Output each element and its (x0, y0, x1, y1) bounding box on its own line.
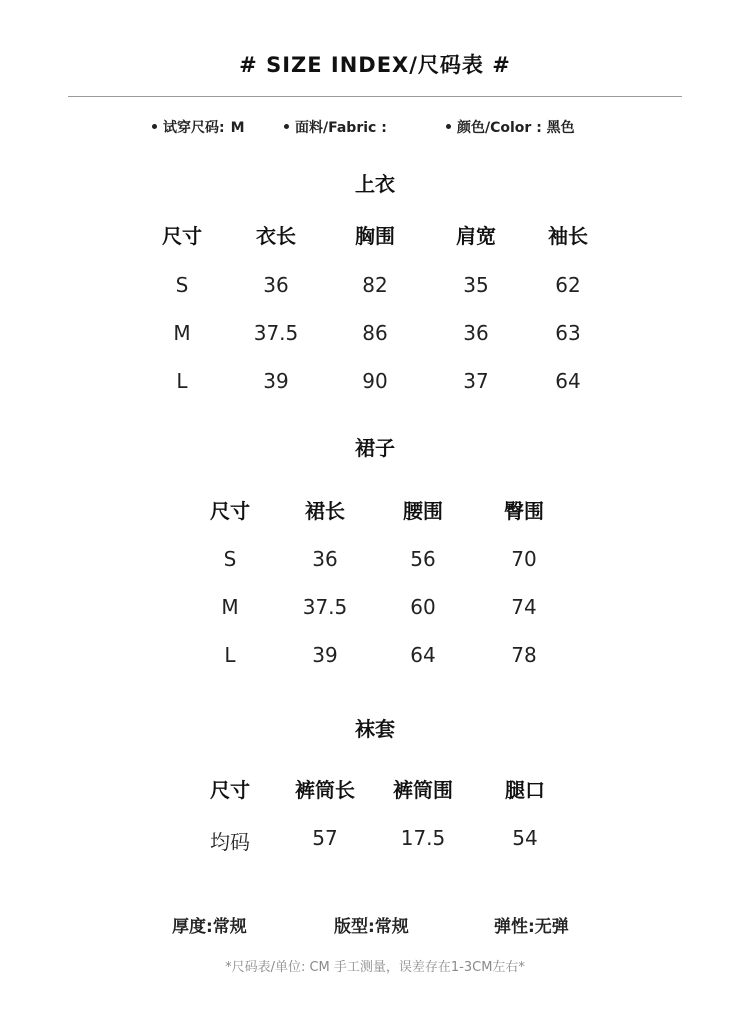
measurement-cell: 37.5 (253, 321, 299, 345)
measurement-cell: 78 (511, 643, 537, 667)
thickness-info: 厚度:常规 (172, 917, 247, 937)
measurement-cell: 35 (463, 273, 489, 297)
measurement-cell: 64 (410, 643, 436, 667)
bullet-icon (152, 124, 157, 129)
size-label-cell: S (175, 273, 189, 297)
size-label-cell: S (223, 547, 237, 571)
try-size-info (152, 117, 245, 137)
column-header: 袖长 (548, 224, 588, 248)
column-header: 裙长 (305, 499, 345, 523)
bullet-icon (446, 124, 451, 129)
column-header: 肩宽 (456, 224, 496, 248)
color-label: 颜色/Color : 黑色 (457, 120, 575, 136)
fabric-info (284, 117, 393, 137)
column-header: 尺寸 (210, 778, 250, 802)
column-header: 腰围 (403, 499, 443, 523)
section-title-skirt: 裙子 (355, 436, 395, 460)
fabric-label: 面料/Fabric : (295, 120, 387, 136)
column-header: 胸围 (355, 224, 395, 248)
measurement-cell: 37 (463, 369, 489, 393)
measurement-cell: 36 (463, 321, 489, 345)
measurement-cell: 82 (362, 273, 388, 297)
measurement-cell: 37.5 (302, 595, 348, 619)
measurement-cell: 36 (263, 273, 289, 297)
measurement-cell: 64 (555, 369, 581, 393)
measurement-note: *尺码表/单位: CM 手工测量，误差存在1-3CM左右* (225, 960, 525, 975)
measurement-cell: 17.5 (400, 826, 446, 850)
measurement-cell: 54 (512, 826, 538, 850)
column-header: 衣长 (256, 224, 296, 248)
size-label-cell: 均码 (210, 830, 250, 854)
section-title-top: 上衣 (355, 172, 395, 196)
size-label-cell: L (224, 643, 236, 667)
color-info (446, 117, 575, 137)
measurement-cell: 90 (362, 369, 388, 393)
column-header: 尺寸 (162, 224, 202, 248)
column-header: 腿口 (505, 778, 545, 802)
column-header: 裤筒长 (295, 778, 355, 802)
try-size-value: M (230, 120, 245, 136)
fit-info: 版型:常规 (334, 917, 409, 937)
column-header: 裤筒围 (393, 778, 453, 802)
measurement-cell: 86 (362, 321, 388, 345)
try-size-label: 试穿尺码: (163, 120, 225, 136)
measurement-cell: 70 (511, 547, 537, 571)
measurement-cell: 60 (410, 595, 436, 619)
column-header: 尺寸 (210, 499, 250, 523)
measurement-cell: 56 (410, 547, 436, 571)
measurement-cell: 39 (312, 643, 338, 667)
size-label-cell: M (173, 321, 191, 345)
elasticity-info: 弹性:无弹 (494, 917, 569, 937)
size-label-cell: L (176, 369, 188, 393)
size-label-cell: M (221, 595, 239, 619)
measurement-cell: 57 (312, 826, 338, 850)
page-title: # SIZE INDEX/尺码表 # (239, 53, 511, 77)
section-title-socks: 袜套 (355, 717, 395, 741)
measurement-cell: 74 (511, 595, 537, 619)
measurement-cell: 39 (263, 369, 289, 393)
divider (68, 96, 682, 97)
bullet-icon (284, 124, 289, 129)
measurement-cell: 36 (312, 547, 338, 571)
column-header: 臀围 (504, 499, 544, 523)
measurement-cell: 62 (555, 273, 581, 297)
measurement-cell: 63 (555, 321, 581, 345)
